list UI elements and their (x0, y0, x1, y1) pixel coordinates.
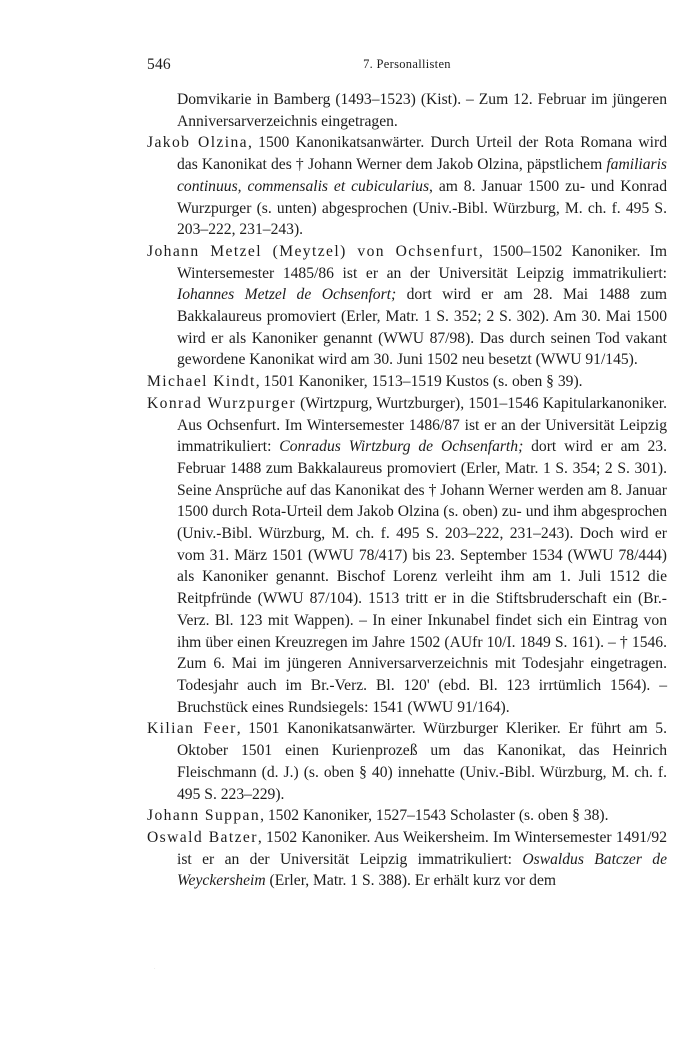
entry-text: (Erler, Matr. 1 S. 388). Er erhält kurz vor dem (265, 872, 556, 890)
entry-text: , 1502 Kanoniker, 1527–1543 Scholaster (s. oben § 38). (260, 807, 609, 825)
entry-michael-kindt (147, 371, 667, 393)
scan-mark: . (154, 965, 156, 971)
entry-name: Oswald Batzer (147, 828, 258, 846)
entry-quote: Conradus Wirtzburg de Ochsenfarth; (279, 438, 524, 456)
body-text (147, 89, 667, 892)
entry-quote: familiaris continuus, commensalis et cubicularius (177, 156, 667, 195)
entry-text: , 1501 Kanoniker, 1513–1519 Kustos (s. oben § 39). (255, 373, 583, 391)
running-head: 7. Personallisten (363, 57, 451, 71)
entry-text: Domvikarie in Bamberg (1493–1523) (Kist). – Zum 12. Februar im jüngeren Anniversarverzeichnis eingetragen. (177, 91, 667, 130)
entry-text: , 1500 Kanonikatsanwärter. Durch Urteil der Rota Romana wird das Kanonikat des † Johann Werner dem Jakob Olzina, päpstlichem (177, 134, 667, 174)
entry-kilian-feer (147, 718, 667, 805)
entry-name: Kilian Feer (147, 720, 237, 738)
entry-text: , 1500–1502 Kanoniker. Im Wintersemester 1485/86 ist er an der Universität Leipzig immatrikuliert: (177, 242, 667, 282)
entry-quote: Oswaldus Batczer de Weyckersheim (177, 850, 668, 890)
entry-text: dort wird er am 28. Mai 1488 zum Bakkalaureus promoviert (Erler, Matr. 1 S. 352; 2 S. 302). Am 30. Mai 1500 wird er als Kanoniker genannt (WWU 87/98). Das durch seinen Tod vakant gewordene Kanonikat wird am 30. Juni 1502 neu besetzt (WWU 91/145). (177, 286, 668, 369)
entry-text: , am 8. Januar 1500 zu- und Konrad Wurzpurger (s. unten) abgesprochen (Univ.-Bibl. Würzburg, M. ch. f. 495 S. 203–222, 231–243). (177, 177, 667, 239)
entry-quote: Iohannes Metzel de Ochsenfort; (177, 286, 397, 304)
entry-text: , 1502 Kanoniker. Aus Weikersheim. Im Wintersemester 1491/92 ist er an der Universität Leipzig immatrikuliert: (177, 828, 668, 868)
entry-name: Jakob Olzina (147, 134, 249, 152)
entry-johann-metzel (147, 241, 667, 371)
entry-oswald-batzer (147, 827, 667, 892)
page-header (147, 56, 667, 76)
entry-name: Johann Metzel (Meytzel) von Ochsenfurt (147, 242, 479, 260)
entry-jakob-olzina (147, 132, 667, 241)
entry-text: , 1501 Kanonikatsanwärter. Würzburger Kleriker. Er führt am 5. Oktober 1501 einen Kurienprozeß um das Kanonikat, das Heinrich Fleischmann (d. J.) (s. oben § 40) innehatte (Univ.-Bibl. Würzburg, M. ch. f. 495 S. 223–229). (177, 720, 667, 803)
entry-text: (Wirtzpurg, Wurtzburger), 1501–1546 Kapitularkanoniker. Aus Ochsenfurt. Im Wintersemester 1486/87 ist er an der Universität Leipzig immatrikuliert: (177, 394, 667, 456)
entry-konrad-wurzpurger (147, 393, 667, 719)
entry-name: Konrad Wurzpurger (147, 394, 296, 412)
entry-name: Michael Kindt (147, 373, 256, 391)
entry-text: dort wird er am 23. Februar 1488 zum Bakkalaureus promoviert (Erler, Matr. 1 S. 354; 2 S. 301). Seine Ansprüche auf das Kanonikat des † Johann Werner werden am 8. Januar 1500 durch Rota-Urteil dem Jakob Olzina (s. oben) zu- und ihm abgesprochen (Univ.-Bibl. Würzburg, M. ch. f. 495 S. 203–222, 231–243). Doch wird er vom 31. März 1501 (WWU 78/417) bis 23. September 1534 (WWU 78/444) als Kanoniker genannt. Bischof Lorenz verleiht ihm am 1. Juli 1512 die Reitpfründe (WWU 87/104). 1513 tritt er in die Stiftsbruderschaft ein (Br.-Verz. Bl. 123 mit Wappen). – In einer Inkunabel findet sich ein Eintrag von ihm über einen Kreuzregen im Jahre 1502 (AUfr 10/I. 1849 S. 161). – † 1546. Zum 6. Mai im jüngeren Anniversarverzeichnis mit Todesjahr eingetragen. Todesjahr auch im Br.-Verz. Bl. 120' (ebd. Bl. 123 irrtümlich 1564). – Bruchstück eines Rundsiegels: 1541 (WWU 91/164). (177, 438, 667, 716)
entry-johann-suppan (147, 805, 667, 827)
entry-name: Johann Suppan (147, 807, 261, 825)
entry-continuation (147, 89, 667, 132)
page-number: 546 (147, 56, 171, 73)
